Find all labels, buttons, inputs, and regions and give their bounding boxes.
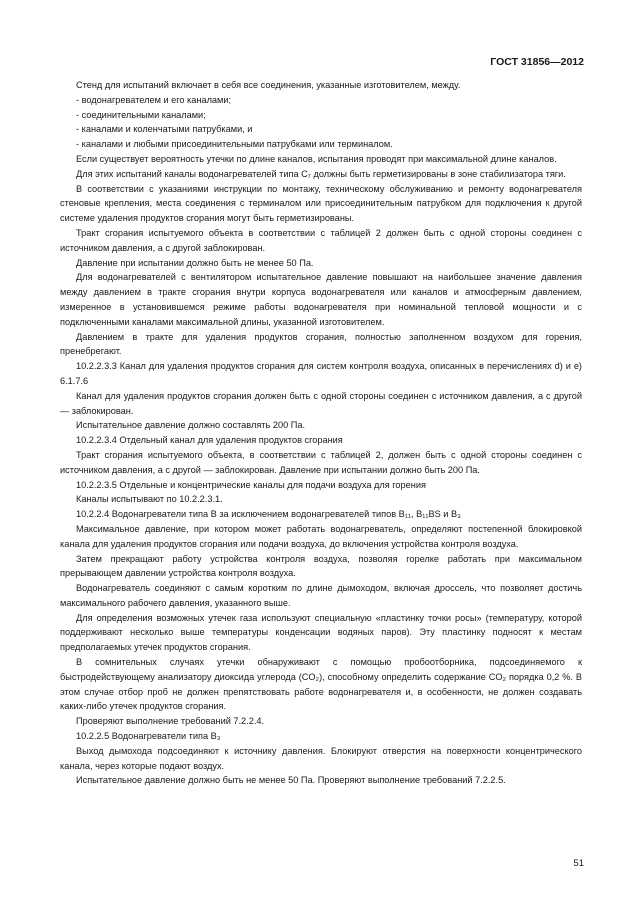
section-heading: 10.2.2.3.4 Отдельный канал для удаления продуктов сгорания <box>76 435 343 446</box>
paragraph: Для этих испытаний каналы водонагревателей типа C₇ должны быть герметизированы в зоне стабилизатора тяги. <box>76 168 566 179</box>
paragraph: Затем прекращают работу устройства контроля воздуха, позволяя горелке работать при максимальном прерывающем давлении устройства контроля воздуха. <box>60 553 582 579</box>
page-body <box>60 78 582 788</box>
paragraph: Для водонагревателей с вентилятором испытательное давление повышают на наибольшее значение давления между давлением в тракте сгорания внутри корпуса водонагревателя или каналов и атмосферным давлением, измеренное в установившемся режиме работы водонагревателя при номинальной тепловой мощности и с подключенными каналами максимальной длины, указанной изготовителем. <box>60 272 582 327</box>
paragraph: Испытательное давление должно быть не менее 50 Па. Проверяют выполнение требований 7.2.2.5. <box>76 775 506 786</box>
paragraph: Давление при испытании должно быть не менее 50 Па. <box>76 257 314 268</box>
paragraph: Давлением в тракте для удаления продуктов сгорания, полностью заполненном воздухом для горения, пренебрегают. <box>60 331 582 357</box>
paragraph: Если существует вероятность утечки по длине каналов, испытания проводят при максимальной длине каналов. <box>76 153 557 164</box>
paragraph: Испытательное давление должно составлять 200 Па. <box>76 420 305 431</box>
document-code: ГОСТ 31856—2012 <box>490 56 584 68</box>
paragraph: В соответствии с указаниями инструкции по монтажу, техническому обслуживанию и ремонту водонагревателя стеновые крепления, места соединения с терминалом или присоединительным патрубком для подключения к другой системе удаления продуктов сгорания могут быть герметизированы. <box>60 183 582 224</box>
paragraph: В сомнительных случаях утечки обнаруживают с помощью пробоотборника, подсоединяемого к быстродействующему анализатору диоксида углерода (CO₂), способному определить содержание CO₂ порядка 0,2 %. В этом случае отбор проб не должен препятствовать работе водонагревателя и, в особенности, не должен создавать каких-либо утечек продуктов сгорания. <box>60 657 582 712</box>
paragraph: Для определения возможных утечек газа используют специальную «пластинку точки росы» (температуру, которой поддерживают несколько выше температуры конденсации водяных паров). Эту пластинку подносят к местам предполагаемых утечек продуктов сгорания. <box>60 612 582 653</box>
paragraph: Тракт сгорания испытуемого объекта в соответствии с таблицей 2 должен быть с одной стороны соединен с источником давления, а с другой заблокирован. <box>60 227 582 253</box>
list-item: - соединительными каналами; <box>76 109 206 120</box>
list-item: - каналами и любыми присоединительными патрубками или терминалом. <box>76 139 393 150</box>
list-item: - каналами и коленчатыми патрубками, и <box>76 124 253 135</box>
paragraph: Стенд для испытаний включает в себя все соединения, указанные изготовителем, между. <box>76 80 461 90</box>
paragraph: Максимальное давление, при котором может работать водонагреватель, определяют постепенной блокировкой канала для удаления продуктов сгорания или подачи воздуха, до включения устройства контроля воздуха. <box>60 523 582 549</box>
section-heading: 10.2.2.4 Водонагреватели типа B за исключением водонагревателей типов B₁₁, B₁₁BS и B₃ <box>76 509 461 520</box>
section-heading: 10.2.2.3.3 Канал для удаления продуктов сгорания для систем контроля воздуха, описанных в перечислениях d) и e) 6.1.7.6 <box>60 361 582 386</box>
paragraph: Проверяют выполнение требований 7.2.2.4. <box>76 716 265 727</box>
page-number: 51 <box>573 858 584 869</box>
paragraph: Тракт сгорания испытуемого объекта, в соответствии с таблицей 2, должен быть с одной стороны соединен с источником давления, а с другой — заблокирован. Давление при испытании должно быть 200 Па. <box>60 449 582 475</box>
paragraph: Выход дымохода подсоединяют к источнику давления. Блокируют отверстия на поверхности концентрического канала, через которые подают воздух. <box>60 745 582 771</box>
paragraph: Водонагреватель соединяют с самым коротким по длине дымоходом, включая дроссель, что позволяет достичь максимального рабочего давления, указанного выше. <box>60 583 582 608</box>
paragraph: Каналы испытывают по 10.2.2.3.1. <box>76 494 223 505</box>
paragraph: Канал для удаления продуктов сгорания должен быть с одной стороны соединен с источником давления, а с другой — заблокирован. <box>60 390 582 416</box>
list-item: - водонагревателем и его каналами; <box>76 94 232 105</box>
section-heading: 10.2.2.3.5 Отдельные и концентрические каналы для подачи воздуха для горения <box>76 479 426 490</box>
section-heading: 10.2.2.5 Водонагреватели типа B₃ <box>76 731 221 742</box>
